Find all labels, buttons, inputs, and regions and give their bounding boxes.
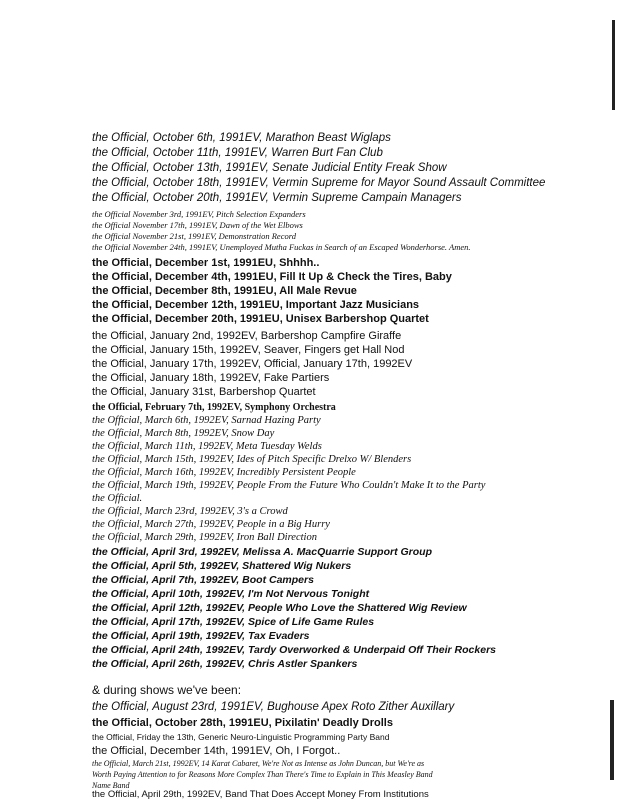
show-line: the Official November 21st, 1991EV, Demonstration Record: [92, 231, 296, 241]
show-line: the Official, April 5th, 1992EV, Shattered Wig Nukers: [92, 560, 352, 572]
show-line: the Official, March 11th, 1992EV, Meta Tuesday Welds: [92, 441, 322, 452]
during-line: the Official, April 29th, 1992EV, Band That Does Accept Money From Institutions: [92, 789, 429, 800]
scan-edge-mark: [612, 20, 615, 110]
show-line: the Official, April 24th, 1992EV, Tardy Overworked & Underpaid Off Their Rockers: [92, 644, 496, 656]
show-line: the Official, March 27th, 1992EV, People in a Big Hurry: [92, 519, 330, 530]
show-line: the Official, January 17th, 1992EV, Official, January 17th, 1992EV: [92, 358, 413, 370]
show-line: the Official, March 8th, 1992EV, Snow Day: [92, 428, 275, 439]
show-line: the Official, December 1st, 1991EU, Shhhh..: [92, 257, 320, 269]
show-line: the Official November 24th, 1991EV, Unemployed Mutha Fuckas in Search of an Escaped Wonderhorse. Amen.: [92, 242, 471, 252]
during-line: the Official, December 14th, 1991EV, Oh, I Forgot..: [92, 745, 341, 757]
show-line: the Official, October 11th, 1991EV, Warren Burt Fan Club: [92, 147, 383, 159]
show-line: the Official, March 23rd, 1992EV, 3's a Crowd: [92, 506, 288, 517]
show-line: the Official, January 15th, 1992EV, Seaver, Fingers get Hall Nod: [92, 344, 405, 356]
show-line: the Official, March 6th, 1992EV, Sarnad Hazing Party: [92, 415, 321, 426]
show-line: the Official, March 15th, 1992EV, Ides of Pitch Specific Drelxo W/ Blenders: [92, 454, 412, 465]
section-heading: & during shows we've been:: [92, 683, 242, 697]
show-line: the Official, December 20th, 1991EU, Unisex Barbershop Quartet: [92, 313, 429, 325]
during-line: the Official, March 21st, 1992EV, 14 Karat Cabaret, We're Not as Intense as John Duncan, but We're as: [92, 759, 425, 768]
scan-edge-mark: [610, 700, 614, 780]
show-line: the Official, March 19th, 1992EV, People From the Future Who Couldn't Make It to the Party: [92, 480, 486, 491]
show-line: the Official.: [92, 493, 143, 504]
show-line: the Official, December 12th, 1991EU, Important Jazz Musicians: [92, 299, 420, 311]
show-line: the Official, January 31st, Barbershop Quartet: [92, 386, 316, 398]
show-line: the Official, April 19th, 1992EV, Tax Evaders: [92, 630, 310, 642]
show-line: the Official, January 18th, 1992EV, Fake Partiers: [92, 372, 330, 384]
show-line: the Official, April 10th, 1992EV, I'm Not Nervous Tonight: [92, 588, 370, 600]
show-line: the Official, February 7th, 1992EV, Symphony Orchestra: [92, 402, 336, 413]
during-line: Name Band: [92, 781, 130, 790]
show-line: the Official, October 13th, 1991EV, Senate Judicial Entity Freak Show: [92, 162, 447, 174]
show-line: the Official, December 8th, 1991EU, All Male Revue: [92, 285, 357, 297]
show-line: the Official, October 20th, 1991EV, Vermin Supreme Campain Managers: [92, 192, 462, 204]
show-line: the Official, April 3rd, 1992EV, Melissa A. MacQuarrie Support Group: [92, 546, 432, 558]
during-line: the Official, August 23rd, 1991EV, Bughouse Apex Roto Zither Auxillary: [92, 701, 455, 713]
show-line: the Official, October 18th, 1991EV, Vermin Supreme for Mayor Sound Assault Committee: [92, 177, 546, 189]
show-line: the Official, January 2nd, 1992EV, Barbershop Campfire Giraffe: [92, 330, 402, 342]
show-line: the Official November 3rd, 1991EV, Pitch Selection Expanders: [92, 209, 306, 219]
during-line: Worth Paying Attention to for Reasons More Complex Than There's Time to Explain in This Measley Band: [92, 770, 433, 779]
show-line: the Official, April 7th, 1992EV, Boot Campers: [92, 574, 314, 586]
during-line: the Official, October 28th, 1991EU, Pixilatin' Deadly Drolls: [92, 717, 393, 729]
show-line: the Official, April 26th, 1992EV, Chris Astler Spankers: [92, 658, 358, 670]
show-line: the Official, March 29th, 1992EV, Iron Ball Direction: [92, 532, 317, 543]
show-line: the Official, April 12th, 1992EV, People Who Love the Shattered Wig Review: [92, 602, 467, 614]
show-line: the Official November 17th, 1991EV, Dawn of the Wet Elbows: [92, 220, 303, 230]
during-line: the Official, Friday the 13th, Generic Neuro-Linguistic Programming Party Band: [92, 732, 390, 742]
show-line: the Official, December 4th, 1991EU, Fill It Up & Check the Tires, Baby: [92, 271, 452, 283]
show-line: the Official, March 16th, 1992EV, Incredibly Persistent People: [92, 467, 356, 478]
show-line: the Official, October 6th, 1991EV, Marathon Beast Wiglaps: [92, 132, 391, 144]
show-line: the Official, April 17th, 1992EV, Spice of Life Game Rules: [92, 616, 375, 628]
